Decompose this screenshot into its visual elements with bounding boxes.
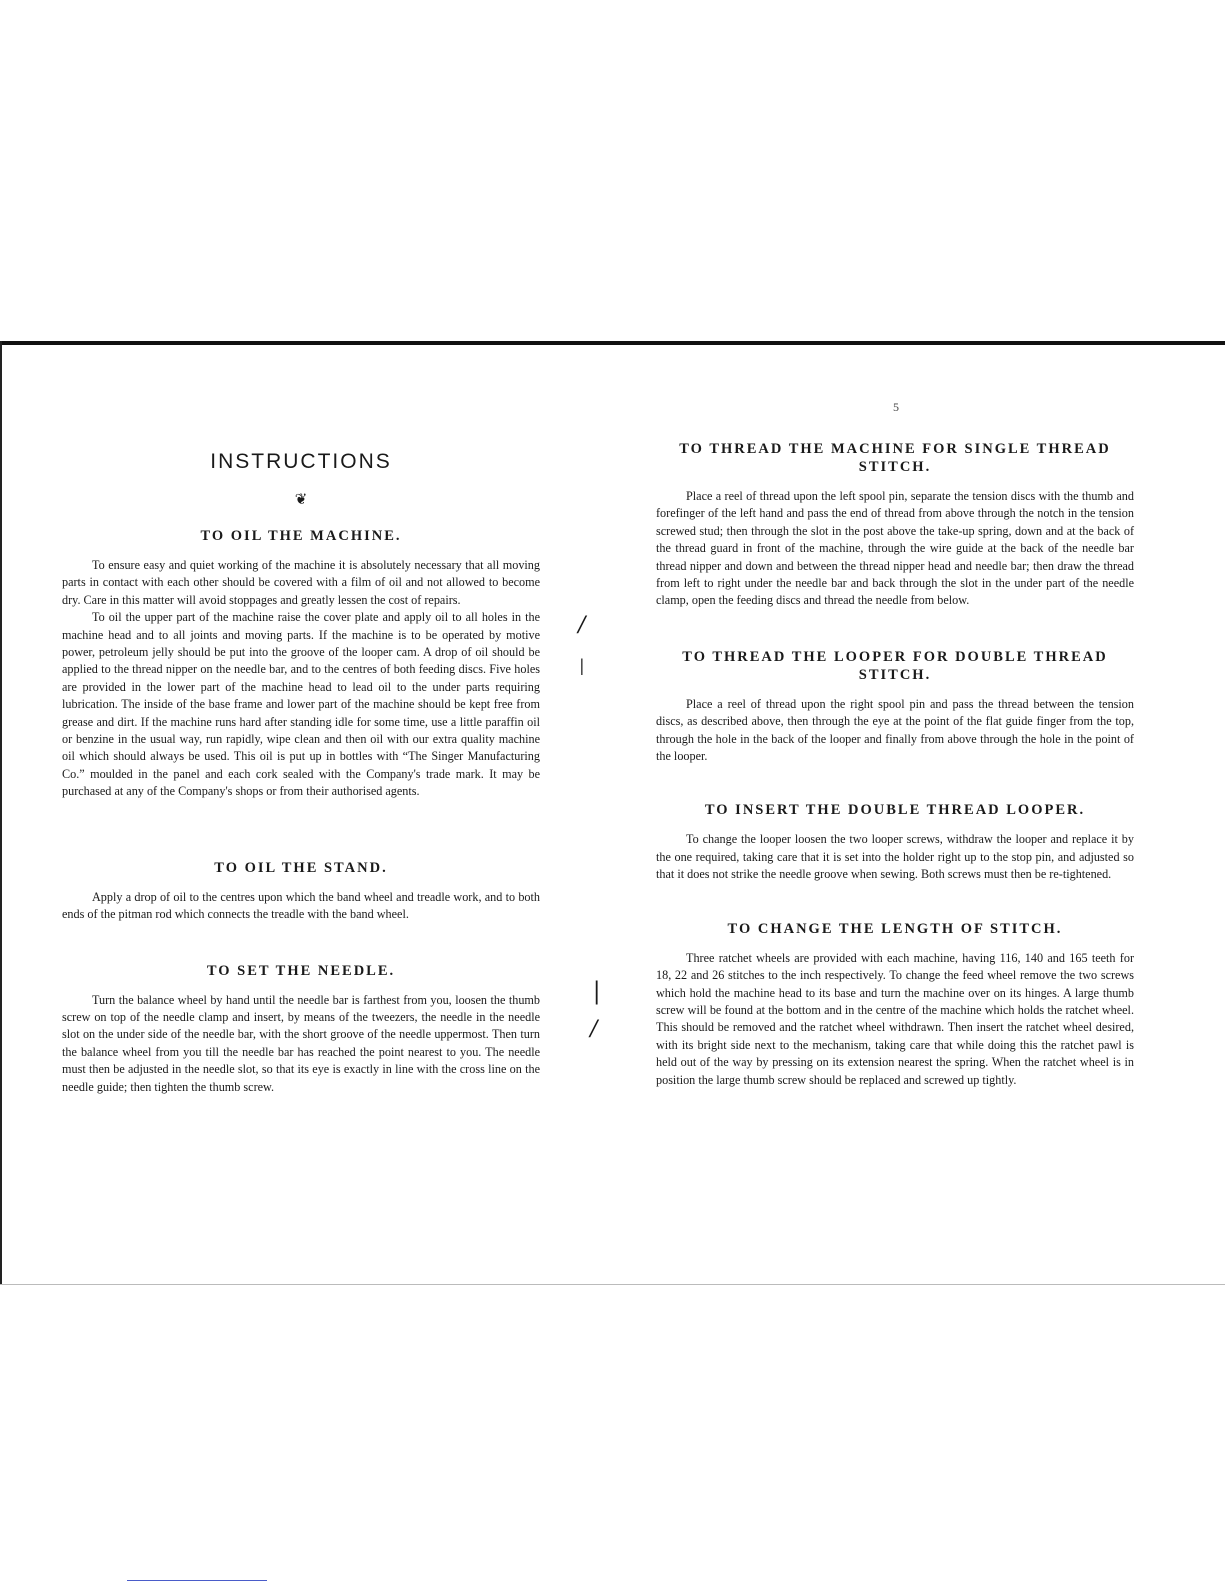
section-insert-looper	[656, 801, 1134, 883]
page-number: 5	[893, 400, 899, 414]
section-heading: TO CHANGE THE LENGTH OF STITCH.	[727, 920, 1063, 937]
body-paragraph: To oil the upper part of the machine raise the cover plate and apply oil to all holes in the machine head and to all joints and moving parts. If the machine is to be operated by motive power, petroleum jelly should be put into the groove of the looper cam. A drop of oil should be applied to the thread nipper on the needle bar, and to the centres of both feeding discs. Five holes are provided in the lower part of the machine head to lead oil to the under parts requiring lubrication. The inside of the base frame and lower part of the machine should be kept free from grease and dirt. If the machine runs hard after standing idle for some time, use a little paraffin oil or benzine in the usual way, run rapidly, wipe clean and then oil with our extra quality machine oil which should always be used. This oil is put up in bottles with “The Singer Manufacturing Co.” moulded in the panel and each cork sealed with the Company's trade mark. It may be purchased at any of the Company's shops or from their authorised agents.	[62, 610, 540, 799]
section-heading: TO SET THE NEEDLE.	[206, 962, 396, 979]
right-column	[656, 440, 1134, 1089]
body-paragraph: Place a reel of thread upon the right spool pin and pass the thread between the tension discs, as described above, then through the eye at the point of the flat guide finger from the top, through the hole in the back of the looper and finally from above through the hole in the point of the looper.	[656, 696, 1134, 764]
section-heading: TO INSERT THE DOUBLE THREAD LOOPER.	[704, 802, 1086, 819]
section-heading: TO OIL THE STAND.	[214, 859, 388, 876]
top-border-rule	[0, 341, 1225, 345]
bottom-page-edge	[0, 1284, 1225, 1285]
page-title: INSTRUCTIONS	[210, 450, 392, 473]
body-paragraph: Three ratchet wheels are provided with each machine, having 116, 140 and 165 teeth for 18, 22 and 26 stitches to the inch respectively. To change the feed wheel remove the two screws which hold the machine head to its base and turn the machine over on its hinges. A large thumb screw will be found at the bottom and in the centre of the machine which holds the ratchet wheel. This should be removed and the ratchet wheel withdrawn. Then insert the ratchet wheel desired, with its bright side next to the mechanism, taking care that while doing this the ratchet pawl is held out of the way by pressing on its extension nearest the spring. When the ratchet wheel is in position the large thumb screw should be replaced and screwed up tightly.	[656, 950, 1134, 1087]
binding-mark: |	[594, 976, 600, 1005]
section-set-needle	[62, 962, 540, 1096]
left-column	[62, 440, 540, 1096]
ornament-icon: ❦	[294, 492, 308, 508]
section-heading: TO OIL THE MACHINE.	[200, 528, 402, 544]
body-paragraph: Turn the balance wheel by hand until the needle bar is farthest from you, loosen the thumb screw on top of the needle clamp and insert, by means of the tweezers, the needle in the needle slot on the under side of the needle bar, with the short groove of the needle uppermost. Then turn the balance wheel from you till the needle bar has reached the point nearest to you. The needle must then be adjusted in the needle slot, so that its eye is exactly in line with the cross line on the needle guide; then tighten the thumb screw.	[62, 992, 540, 1094]
body-paragraph: Apply a drop of oil to the centres upon which the band wheel and treadle work, and to both ends of the pitman rod which connects the treadle with the band wheel.	[62, 889, 540, 922]
body-paragraph: To change the looper loosen the two looper screws, withdraw the looper and replace it by the one required, taking care that it is set into the holder right up to the stop pin, and adjusted so that it does not strike the needle groove when sewing. Both screws must then be re-tightened.	[656, 832, 1134, 882]
section-heading: TO THREAD THE MACHINE FOR SINGLE THREAD STITCH.	[679, 441, 1111, 475]
bottom-link-underline	[127, 1580, 267, 1581]
binding-mark: /	[578, 610, 586, 639]
section-thread-machine	[656, 440, 1134, 610]
body-paragraph: Place a reel of thread upon the left spool pin, separate the tension discs with the thumb and forefinger of the left hand and pass the end of thread from above through the notch in the tension screwed stud; then through the slot in the post above the take-up spring, down and at the back of the thread guard in front of the machine, through the wire guide at the back of the needle bar thread nipper and down and between the thread nipper head and needle bar; then draw the thread from left to right under the needle bar and back through the slot in the under part of the needle clamp, open the feeding discs and thread the needle from below.	[656, 489, 1134, 608]
body-paragraph: To ensure easy and quiet working of the machine it is absolutely necessary that all moving parts in contact with each other should be covered with a film of oil and not allowed to become dry. Care in this matter will avoid stoppages and greatly lessen the cost of repairs.	[62, 558, 540, 607]
section-oil-stand	[62, 859, 540, 924]
left-page-edge	[0, 341, 2, 1285]
section-change-stitch-length	[656, 920, 1134, 1089]
binding-mark: /	[590, 1014, 598, 1043]
section-heading: TO THREAD THE LOOPER FOR DOUBLE THREAD STITCH.	[682, 648, 1108, 683]
section-oil-machine	[62, 527, 540, 801]
section-thread-looper	[656, 648, 1134, 766]
binding-mark: |	[580, 655, 584, 675]
